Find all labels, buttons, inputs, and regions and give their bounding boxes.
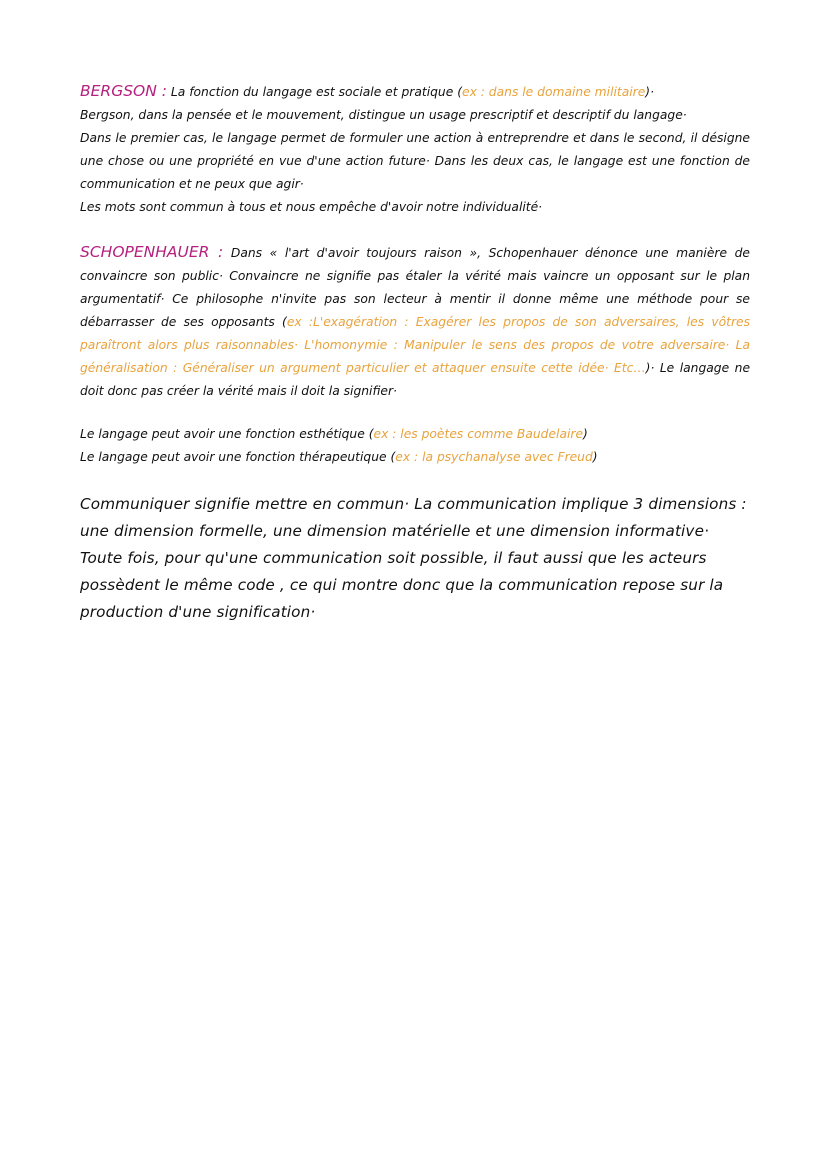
therapeutic-function-line — [80, 446, 750, 469]
bergson-name: BERGSON : — [80, 82, 167, 100]
schopenhauer-text: Dans « l'art d'avoir toujours raison », Schopenhauer dénonce une manière de convaincre son public· Convaincre ne signifie pas étaler la vérité mais vaincre un opposant sur le plan argumentatif· Ce philosophe n'invite pas son lecteur à mentir il donne même une méthode pour se débarrasser de ses opposants ( — [80, 246, 750, 329]
aesthetic-function-example: ex : les poètes comme Baudelaire — [373, 427, 584, 441]
bergson-example: ex : dans le domaine militaire — [462, 85, 646, 99]
bergson-section — [80, 80, 750, 219]
schopenhauer-name: SCHOPENHAUER : — [80, 243, 224, 261]
functions-section — [80, 423, 750, 469]
therapeutic-function-example: ex : la psychanalyse avec Freud — [395, 450, 593, 464]
bergson-paragraph-3: Dans le premier cas, le langage permet de formuler une action à entreprendre et dans le second, il désigne une chose ou une propriété en vue d'une action future· Dans les deux cas, le langage est une fonction de communication et ne peux que agir· — [80, 131, 750, 191]
aesthetic-function-line — [80, 423, 750, 446]
bergson-paragraph-2: Bergson, dans la pensée et le mouvement, distingue un usage prescriptif et descriptif du langage· — [80, 108, 687, 122]
schopenhauer-conclusion: )· Le langage ne doit donc pas créer la vérité mais il doit la signifier· — [80, 361, 751, 398]
therapeutic-function-close: ) — [592, 450, 598, 464]
schopenhauer-section — [80, 241, 750, 403]
schopenhauer-paragraph — [80, 241, 750, 403]
bergson-intro — [80, 80, 750, 104]
aesthetic-function-close: ) — [583, 427, 588, 441]
bergson-p1-close: )· — [645, 85, 655, 99]
bergson-p1-text: La fonction du langage est sociale et pratique ( — [167, 85, 462, 99]
therapeutic-function-text: Le langage peut avoir une fonction thérapeutique ( — [80, 450, 396, 464]
aesthetic-function-text: Le langage peut avoir une fonction esthétique ( — [80, 427, 374, 441]
bergson-paragraph-4: Les mots sont commun à tous et nous empêche d'avoir notre individualité· — [80, 200, 543, 214]
schopenhauer-examples: ex :L'exagération : Exagérer les propos de son adversaires, les vôtres paraîtront alors plus raisonnables· L'homonymie : Manipuler le sens des propos de votre adversaire· La généralisation : Généraliser un argument particulier et attaquer ensuite cette idée· Etc… — [80, 315, 750, 375]
document-page — [80, 80, 750, 626]
communication-paragraph: Communiquer signifie mettre en commun· La communication implique 3 dimensions : une dimension formelle, une dimension matérielle et une dimension informative· Toute fois, pour qu'une communication soit possible, il faut aussi que les acteurs possèdent le même code , ce qui montre donc que la communication repose sur la production d'une signification· — [80, 495, 747, 621]
